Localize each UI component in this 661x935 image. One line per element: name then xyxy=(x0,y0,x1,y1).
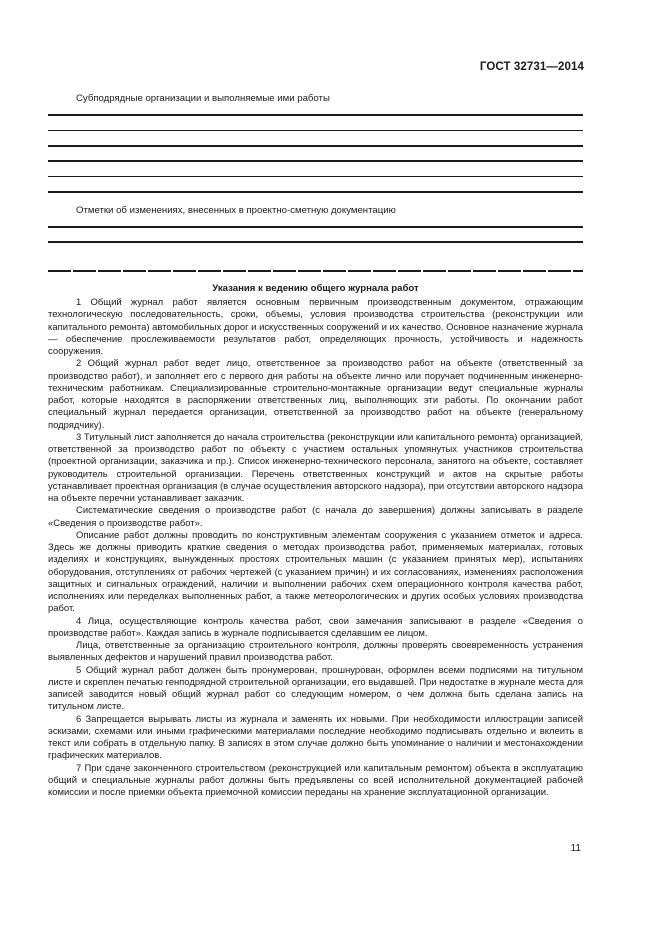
blank-line xyxy=(48,145,583,147)
paragraph: 1 Общий журнал работ является основным первичным производственным документом, отражающим технологическую последовательность, сроки, объемы, условия производства строительства (реконструкции или капитального ремонта) автомобильных дорог и искусственных сооружений и их качество. Основное назначение журнала — обеспечение прослеживаемости результатов работ, определяющих прочность, устойчивость и надежность сооружения. xyxy=(48,297,583,357)
paragraph: Лица, ответственные за организацию строительного контроля, должны проверять своевременность устранения выявленных дефектов и нарушений правил производства работ. xyxy=(48,640,583,664)
paragraph: Описание работ должны проводить по конструктивным элементам сооружения с указанием отметок и адреса. Здесь же должны приводить краткие сведения о методах производства работ, применяемых материалах, готовых изделиях и конструкциях, вынужденных простоях строительных машин (с указанием принятых мер), испытаниях оборудования, отступлениях от рабочих чертежей (с указанием причин) и их согласованиях, изменениях расположения защитных и сигнальных ограждений, наличии и выполнении рабочих схем операционного контроля качества работ, исполнениях или переделках выполненных работ, а также метеорологических и других особых условиях производства работ. xyxy=(48,529,583,615)
blank-line xyxy=(48,160,583,162)
blank-line xyxy=(48,241,583,243)
blank-line xyxy=(48,226,583,228)
changes-label: Отметки об изменениях, внесенных в проектно-сметную документацию xyxy=(76,205,396,216)
paragraph: 3 Титульный лист заполняется до начала строительства (реконструкции или капитального ремонта) организацией, ответственной за производство работ по объекту с участием остальных упомянутых участников строительства (проектной организации, заказчика и пр.). Список инженерно-технического персонала, занятого на объекте, составляет руководитель строительной организации. Перечень ответственных конструкций и актов на скрытые работы устанавливает проектная организация (в случае осуществления авторского надзора), при отсутствии авторского надзора на объекте перечни устанавливает заказчик. xyxy=(48,431,583,504)
blank-line xyxy=(48,114,583,116)
subcontractors-label: Субподрядные организации и выполняемые ими работы xyxy=(76,93,330,104)
paragraph: Систематические сведения о производстве работ (с начала до завершения) должны записывать в разделе «Сведения о производстве работ». xyxy=(48,505,583,529)
paragraph: 2 Общий журнал работ ведет лицо, ответственное за производство работ на объекте (ответственный за производство работ), и заполняет его с первого дня работы на объекте лично или поручает подчиненным инженерно-техническим работникам. Специализированные строительно-монтажные организации ведут специальные журналы работ, которые находятся в распоряжении ответственных лиц, выполняющих эти работы. По окончании работ специальный журнал передается организации, ответственной за производство работ на объекте (генеральному подрядчику). xyxy=(48,358,583,431)
paragraph: 6 Запрещается вырывать листы из журнала и заменять их новыми. При необходимости иллюстрации записей эскизами, схемами или иными графическими материалами последние необходимо подписывать отдельно и вклеить в текст или собрать в отдельную папку. В записях в этом случае должно быть упоминание о наличии и местонахождении графических материалов. xyxy=(48,713,583,762)
blank-line xyxy=(48,176,583,177)
page-number: 11 xyxy=(570,843,581,854)
blank-line xyxy=(48,130,583,131)
paragraph: 4 Лица, осуществляющие контроль качества работ, свои замечания записывают в разделе «Сведения о производстве работ». Каждая запись в журнале подписывается сделавшим ее лицом. xyxy=(48,615,583,639)
section-title: Указания к ведению общего журнала работ xyxy=(212,283,419,294)
blank-line xyxy=(48,191,583,193)
dashed-blank-line xyxy=(48,270,583,272)
instructions-body xyxy=(48,297,583,799)
standard-designation: ГОСТ 32731—2014 xyxy=(479,61,584,73)
paragraph: 7 При сдаче законченного строительством (реконструкцией или капитальным ремонтом) объекта в эксплуатацию общий и специальные журналы работ должны быть предъявлены со всей исполнительной документацией рабочей комиссии и после приемки объекта приемочной комиссии переданы на хранение эксплуатационной организации. xyxy=(48,762,583,798)
paragraph: 5 Общий журнал работ должен быть пронумерован, прошнурован, оформлен всеми подписями на титульном листе и скреплен печатью генподрядной строительной организации, его выдавшей. При недостатке в журнале места для записей заводится новый общий журнал работ со следующим номером, о чем должна быть сделана запись на титульном листе. xyxy=(48,664,583,713)
